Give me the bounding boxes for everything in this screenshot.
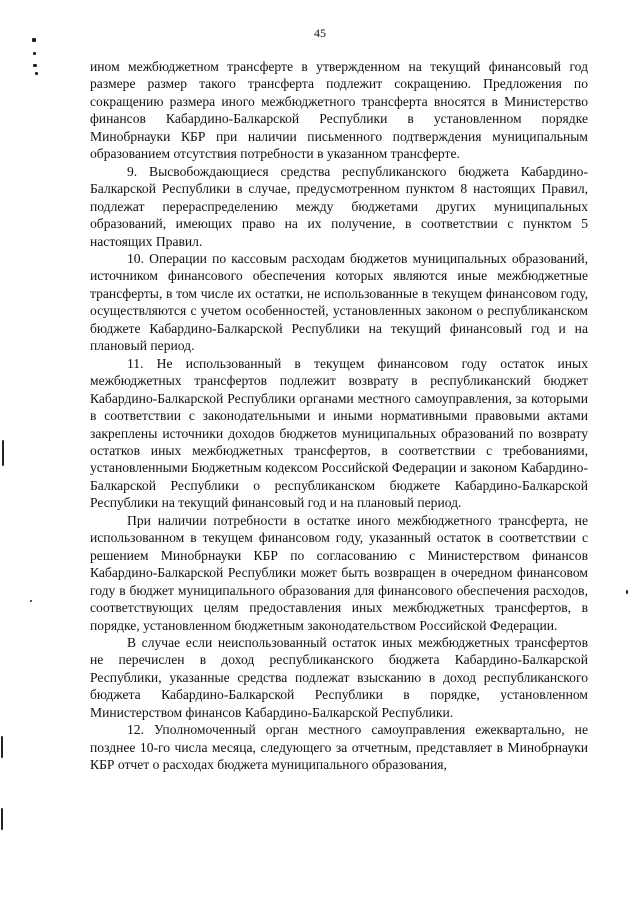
scan-mark bbox=[33, 64, 37, 67]
paragraph: При наличии потребности в остатке иного межбюджетного трансферта, не использованном в текущем финансовом году, указанный остаток в соответствии с решением Минобрнауки КБР по согласованию с Министерством финансов Кабардино-Балкарской Республики может быть возвращен в очередном финансовом году в бюджет муниципального образования для финансового обеспечения расходов, соответствующих целям предоставления иных межбюджетных трансфертов, в порядке, установленном бюджетным законодательством Российской Федерации. bbox=[90, 512, 588, 633]
scan-mark bbox=[626, 590, 628, 594]
page-number: 45 bbox=[314, 26, 326, 40]
scan-mark bbox=[30, 600, 32, 602]
scan-mark bbox=[35, 72, 38, 75]
document-body bbox=[90, 58, 588, 774]
scan-mark bbox=[1, 736, 3, 758]
paragraph: ином межбюджетном трансферте в утвержденном на текущий финансовый год размере размер такого трансферта подлежит сокращению. Предложения по сокращению размера иного межбюджетного трансферта вносятся в Министерство финансов Кабардино-Балкарской Республики в установленном порядке Минобрнауки КБР при наличии письменного подтверждения муниципальным образованием отсутствия потребности в указанном трансферте. bbox=[90, 59, 588, 162]
scan-mark bbox=[33, 52, 36, 55]
scan-mark bbox=[1, 808, 3, 830]
paragraph: 9. Высвобождающиеся средства республиканского бюджета Кабардино-Балкарской Республики в случае, предусмотренном пунктом 8 настоящих Правил, подлежат перераспределению между бюджетами других муниципальных образований, имеющих право на их получение, в соответствии с пунктом 5 настоящих Правил. bbox=[90, 163, 588, 249]
paragraph: 12. Уполномоченный орган местного самоуправления ежеквартально, не позднее 10-го числа месяца, следующего за отчетным, представляет в Минобрнауки КБР отчет о расходах бюджета муниципального образования, bbox=[90, 722, 588, 773]
scan-mark bbox=[32, 38, 36, 42]
paragraph: 10. Операции по кассовым расходам бюджетов муниципальных образований, источником финансового обеспечения которых являются иные межбюджетные трансферты, в том числе их остатки, не использованные в текущем финансовом году, осуществляются с учетом особенностей, установленных законом о республиканском бюджете Кабардино-Балкарской Республики на текущий финансовый год и на плановый период. bbox=[90, 250, 588, 354]
scan-mark bbox=[2, 440, 4, 466]
paragraph: В случае если неиспользованный остаток иных межбюджетных трансфертов не перечислен в доход республиканского бюджета Кабардино-Балкарской Республики, указанные средства подлежат взысканию в доход республиканского бюджета Кабардино-Балкарской Республики в порядке, установленном Министерством финансов Кабардино-Балкарской Республики. bbox=[90, 634, 588, 720]
paragraph: 11. Не использованный в текущем финансовом году остаток иных межбюджетных трансфертов подлежит возврату в республиканский бюджет Кабардино-Балкарской Республики органами местного самоуправления, за которыми в соответствии с законодательными и иными нормативными правовыми актами закреплены источники доходов бюджетов муниципальных образований по возврату остатков иных межбюджетных трансфертов, в соответствии с требованиями, установленными Бюджетным кодексом Российской Федерации и законом Кабардино-Балкарской Республики о республиканском бюджете Кабардино-Балкарской Республики на текущий финансовый год и на плановый период. bbox=[90, 355, 588, 511]
